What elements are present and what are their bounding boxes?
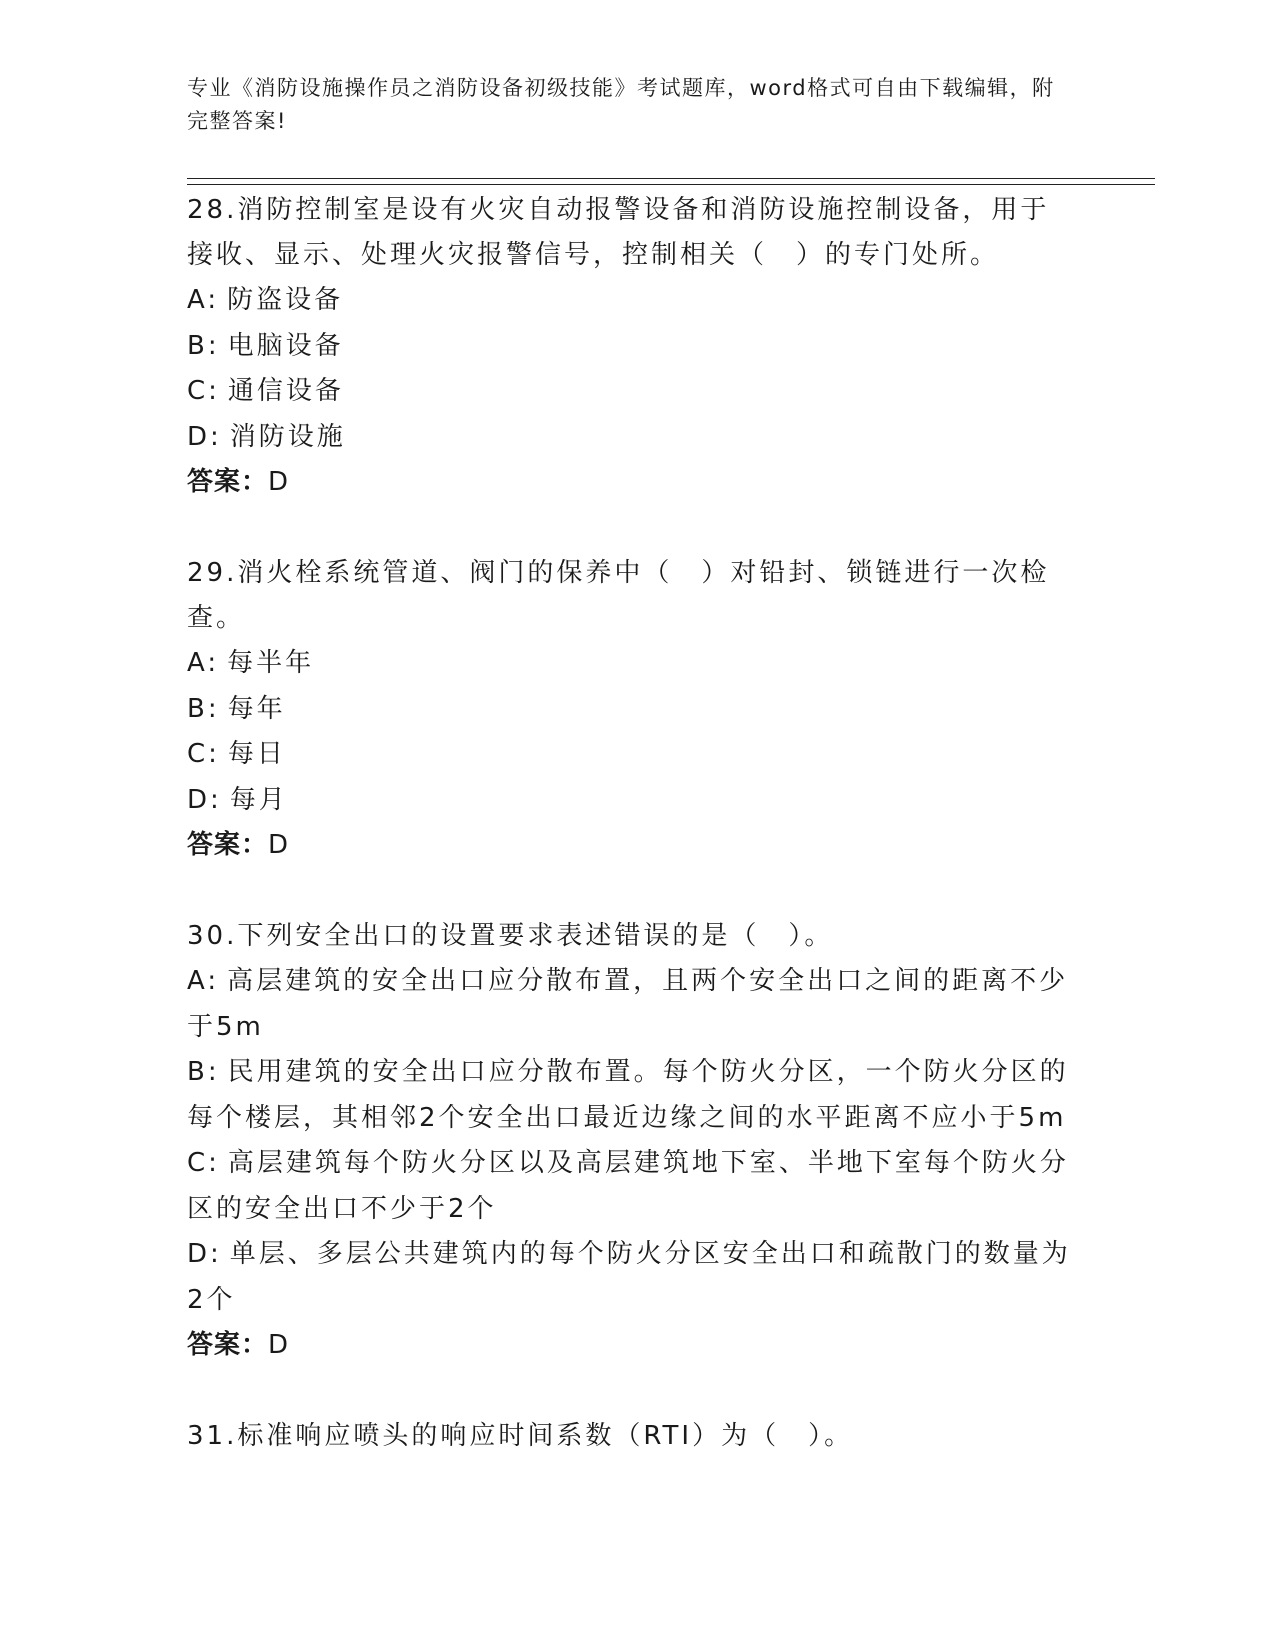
option-letter: B:: [187, 693, 220, 724]
question-number: 30.: [187, 921, 238, 951]
option-b: [187, 687, 1077, 733]
answer-line: [187, 1323, 1077, 1368]
option-text: 高层建筑每个防火分区以及高层建筑地下室、半地下室每个防火分区的安全出口不少于2个: [187, 1148, 1069, 1224]
option-letter: A:: [187, 966, 220, 996]
option-text: 电脑设备: [227, 330, 344, 361]
option-letter: B:: [187, 1057, 220, 1087]
option-a: [187, 641, 1077, 687]
option-b: [187, 324, 1077, 370]
answer-value: D: [268, 1330, 290, 1360]
question-number: 28.: [187, 195, 238, 225]
header-rule-top: [187, 178, 1155, 179]
question-text: [187, 551, 1077, 641]
header-rule-bottom: [187, 184, 1155, 185]
question-body: 消火栓系统管道、阀门的保养中（ ）对铅封、锁链进行一次检查。: [187, 558, 1050, 633]
answer-line: [187, 823, 1077, 868]
option-text: 每年: [227, 693, 286, 724]
option-text: 每日: [227, 739, 286, 769]
option-d: [187, 415, 1077, 461]
question-31: [187, 1414, 1077, 1459]
question-28: [187, 188, 1077, 505]
option-c: [187, 369, 1077, 415]
question-text: [187, 188, 1077, 278]
question-text: [187, 914, 1077, 959]
spacer: [187, 505, 1077, 551]
option-letter: C:: [187, 376, 220, 406]
question-30: [187, 914, 1077, 1368]
option-text: 民用建筑的安全出口应分散布置。每个防火分区，一个防火分区的每个楼层，其相邻2个安全出口最近边缘之间的水平距离不应小于5m: [187, 1057, 1069, 1133]
question-body: 消防控制室是设有火灾自动报警设备和消防设施控制设备，用于接收、显示、处理火灾报警信号，控制相关（ ）的专门处所。: [187, 195, 1050, 270]
header-text: 专业《消防设施操作员之消防设备初级技能》考试题库，word格式可自由下载编辑，附完整答案!: [187, 76, 1055, 133]
option-text: 通信设备: [227, 376, 344, 406]
question-number: 29.: [187, 558, 238, 588]
question-number: 31.: [187, 1421, 238, 1451]
question-list: [187, 188, 1077, 1459]
answer-label: 答案：: [187, 1330, 269, 1360]
option-d: [187, 778, 1077, 824]
option-c: [187, 1141, 1077, 1232]
option-text: 每月: [229, 784, 288, 815]
option-letter: B:: [187, 330, 220, 361]
option-text: 防盗设备: [227, 285, 344, 315]
answer-label: 答案：: [187, 467, 269, 497]
option-d: [187, 1232, 1077, 1323]
option-letter: C:: [187, 1148, 220, 1178]
option-text: 单层、多层公共建筑内的每个防火分区安全出口和疏散门的数量为2个: [187, 1239, 1071, 1315]
answer-value: D: [268, 467, 290, 497]
option-a: [187, 278, 1077, 324]
spacer: [187, 868, 1077, 914]
option-letter: A:: [187, 648, 220, 678]
option-letter: D:: [187, 784, 222, 815]
question-body: 标准响应喷头的响应时间系数（RTI）为（ ）。: [237, 1421, 854, 1451]
option-a: [187, 959, 1077, 1050]
document-header: [187, 72, 1067, 138]
option-text: 消防设施: [229, 421, 346, 452]
spacer: [187, 1368, 1077, 1414]
option-text: 高层建筑的安全出口应分散布置，且两个安全出口之间的距离不少于5m: [187, 966, 1069, 1042]
option-letter: C:: [187, 739, 220, 769]
question-29: [187, 551, 1077, 868]
option-letter: A:: [187, 285, 220, 315]
answer-label: 答案：: [187, 830, 269, 860]
answer-value: D: [268, 830, 290, 860]
option-c: [187, 732, 1077, 778]
question-body: 下列安全出口的设置要求表述错误的是（ ）。: [237, 921, 834, 951]
option-b: [187, 1050, 1077, 1141]
question-text: [187, 1414, 1077, 1459]
option-letter: D:: [187, 421, 222, 452]
option-text: 每半年: [227, 648, 315, 678]
answer-line: [187, 460, 1077, 505]
option-letter: D:: [187, 1239, 222, 1269]
